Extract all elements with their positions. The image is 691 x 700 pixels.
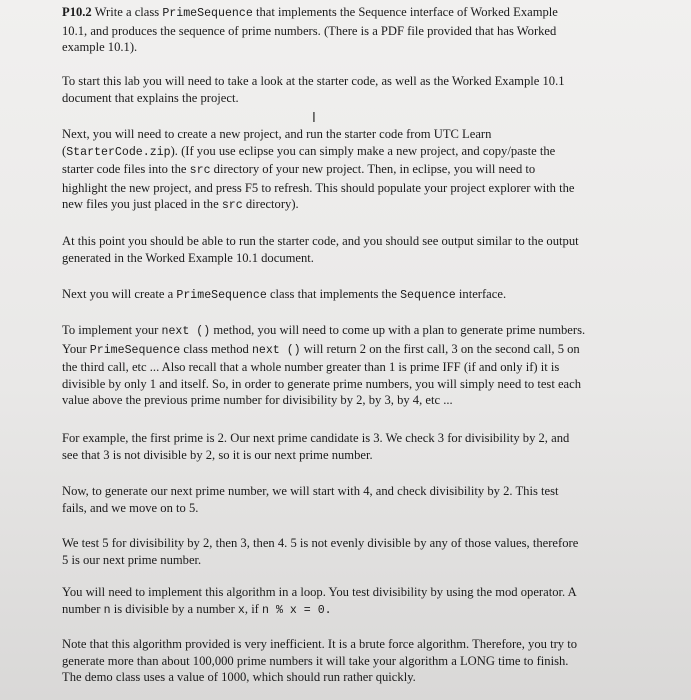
- code-span: src: [189, 164, 211, 178]
- text-line: the third call, etc ... Also recall that a whole number greater than 1 is prime IFF (if and only if) it is: [62, 360, 560, 375]
- paragraph-example-first-prime: [62, 430, 642, 463]
- text-span: Your: [62, 341, 90, 356]
- text-line: Note that this algorithm provided is very inefficient. It is a brute force algorithm. Therefore, you try to: [62, 637, 578, 651]
- code-span: Sequence: [400, 289, 456, 302]
- text-line: [62, 161, 642, 180]
- paragraph-problem-statement: [62, 4, 642, 56]
- paragraph-implement-next: [62, 322, 642, 409]
- text-line: You will need to implement this algorithm in a loop. You test divisibility by using the mod operator. A: [62, 585, 577, 599]
- text-span: is divisible by a number: [110, 601, 238, 616]
- paragraph-inefficiency-note: [62, 636, 642, 686]
- paragraph-test-five: [62, 535, 642, 568]
- text-line: document that explains the project.: [62, 90, 239, 105]
- paragraph-start-lab: [62, 73, 642, 106]
- text-line: [62, 341, 642, 360]
- text-line: The demo class uses a value of 1000, which should run rather quickly.: [62, 670, 416, 685]
- problem-label: P10.2: [62, 5, 92, 19]
- text-line: generate more than about 100,000 prime numbers it will take your algorithm a LONG time to finish.: [62, 653, 569, 668]
- text-span: that implements the Sequence interface of Worked Example: [252, 5, 558, 19]
- text-span: ). (If you use eclipse you can simply make a new project, and copy/paste the: [170, 143, 556, 158]
- text-span: will return 2 on the first call, 3 on the second call, 5 on: [300, 341, 580, 356]
- text-line: [62, 4, 642, 23]
- text-span: To implement your: [62, 323, 162, 337]
- text-span: Write a class: [91, 5, 163, 19]
- text-line: highlight the new project, and press F5 to refresh. This should populate your project explorer with the: [62, 180, 575, 195]
- paragraph-next-prime: [62, 483, 642, 516]
- text-cursor-icon: I: [312, 111, 316, 126]
- code-span: src: [221, 199, 243, 213]
- text-span: , if: [244, 601, 263, 616]
- text-line: value above the previous prime number for divisibility by 2, by 3, by 4, etc ...: [62, 393, 453, 408]
- code-span: x: [237, 603, 245, 617]
- text-line: [62, 196, 642, 215]
- text-span: new files you just placed in the: [62, 197, 222, 212]
- text-line: [62, 286, 642, 305]
- text-line: example 10.1).: [62, 40, 138, 55]
- text-line: For example, the first prime is 2. Our next prime candidate is 3. We check 3 for divisibility by 2, and: [62, 431, 570, 445]
- paragraph-run-starter: [62, 233, 642, 266]
- code-span: StarterCode.zip: [66, 145, 171, 159]
- paragraph-create-project: [62, 126, 642, 215]
- text-line: [62, 601, 642, 620]
- text-line: 5 is our next prime number.: [62, 552, 202, 567]
- text-span: interface.: [455, 287, 507, 301]
- text-line: [62, 322, 642, 341]
- text-line: At this point you should be able to run the starter code, and you should see output similar to the output: [62, 234, 579, 248]
- text-line: 10.1, and produces the sequence of prime numbers. (There is a PDF file provided that has Worked: [62, 23, 557, 38]
- text-span: directory of your new project. Then, in eclipse, you will need to: [210, 162, 536, 177]
- text-span: number: [62, 601, 104, 616]
- text-line: We test 5 for divisibility by 2, then 3, then 4. 5 is not evenly divisible by any of those values, therefore: [62, 536, 579, 550]
- text-line: To start this lab you will need to take a look at the starter code, as well as the Worked Example 10.1: [62, 74, 565, 88]
- text-line: Next, you will need to create a new project, and run the starter code from UTC Learn: [62, 127, 492, 141]
- code-span: next (): [251, 343, 301, 357]
- code-span: n: [103, 603, 111, 617]
- text-span: Next you will create a: [62, 287, 177, 301]
- text-span: directory).: [242, 197, 299, 212]
- text-line: divisible by only 1 and itself. So, in order to generate prime numbers, you will simply need to test each: [62, 376, 582, 391]
- text-span: (: [62, 143, 67, 158]
- text-span: class method: [180, 341, 252, 356]
- text-span: method, you will need to come up with a plan to generate prime numbers.: [210, 323, 586, 337]
- text-span: class that implements the: [266, 287, 401, 301]
- text-line: see that 3 is not divisible by 2, so it is our next prime number.: [62, 447, 373, 462]
- code-span: PrimeSequence: [162, 7, 253, 20]
- code-span: PrimeSequence: [89, 343, 181, 357]
- text-line: generated in the Worked Example 10.1 document.: [62, 250, 314, 265]
- paragraph-create-class: [62, 286, 642, 305]
- code-span: PrimeSequence: [176, 289, 267, 302]
- text-span: starter code files into the: [62, 162, 190, 177]
- code-span: n % x = 0.: [262, 603, 332, 617]
- text-line: fails, and we move on to 5.: [62, 500, 199, 515]
- text-line: Now, to generate our next prime number, we will start with 4, and check divisibility by 2. This test: [62, 484, 559, 498]
- code-span: next (): [161, 325, 211, 338]
- paragraph-loop-mod: [62, 584, 642, 619]
- text-line: [62, 143, 642, 162]
